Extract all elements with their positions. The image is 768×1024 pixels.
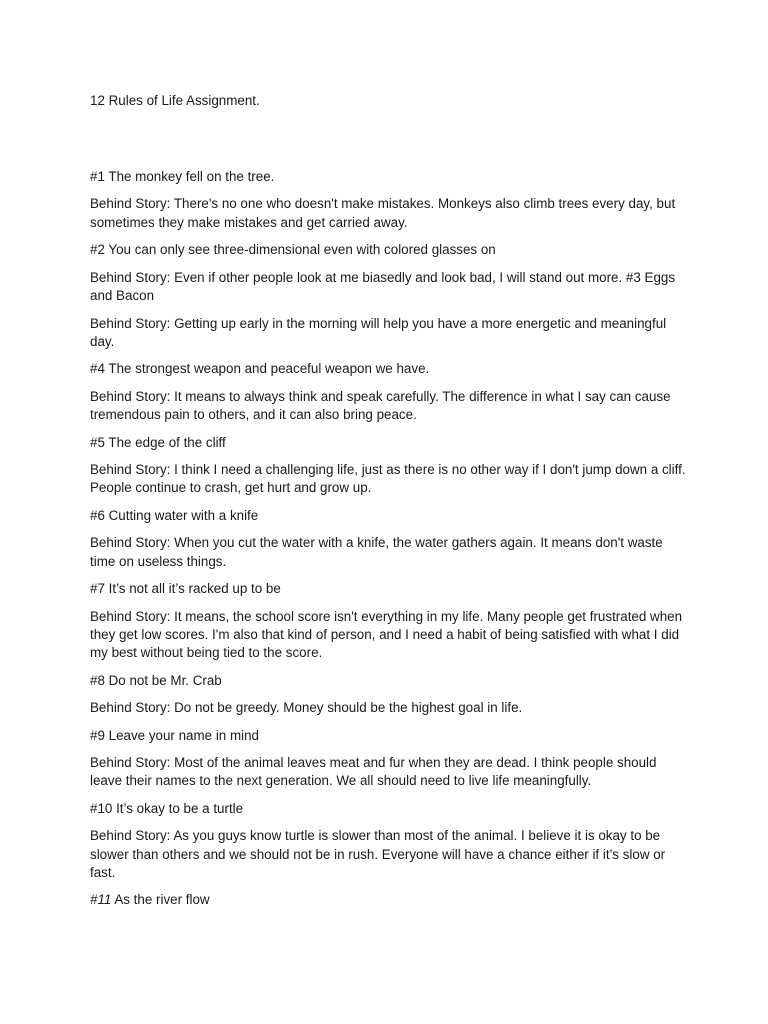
rule-heading-8 xyxy=(90,672,688,690)
rule-title: The edge of the cliff xyxy=(104,434,226,450)
rule-number: #4 xyxy=(90,361,105,377)
rule-number: #1 xyxy=(90,169,105,184)
rule-title: It’s not all it’s racked up to be xyxy=(104,581,281,597)
rule-story-6: Behind Story: When you cut the water with a knife, the water gathers again. It means don't waste time on useless things. xyxy=(90,535,663,569)
document-title: 12 Rules of Life Assignment. xyxy=(90,93,260,108)
rule-number: #6 xyxy=(90,507,105,523)
rule-heading-5 xyxy=(90,434,688,452)
rule-number: #8 xyxy=(90,672,105,688)
document-body xyxy=(90,168,688,919)
rule-number: #7 xyxy=(90,581,105,597)
rule-heading-9 xyxy=(90,727,688,745)
rule-number: #11 xyxy=(90,892,112,908)
rule-heading-2 xyxy=(90,241,688,259)
rule-title: Do not be Mr. Crab xyxy=(104,672,222,688)
rule-story-4: Behind Story: It means to always think and speak carefully. The difference in what I say can cause tremendous pain to others, and it can also bring peace. xyxy=(90,388,671,423)
rule-number: #9 xyxy=(90,727,105,743)
rule-number: #5 xyxy=(90,434,105,450)
rule-title: Cutting water with a knife xyxy=(104,507,259,523)
rule-number: #10 xyxy=(90,800,113,816)
rule-story-2: Behind Story: Even if other people look at me biasedly and look bad, I will stand out more. #3 Eggs and Bacon xyxy=(90,269,676,304)
rule-heading-11 xyxy=(90,891,688,909)
rule-number: #2 xyxy=(90,242,105,258)
rule-title: The monkey fell on the tree. xyxy=(104,169,275,184)
rule-story-7: Behind Story: It means, the school score isn't everything in my life. Many people get frustrated when they get low scores. I'm also that kind of person, and I need a habit of being satisfied with what I did my best without being tied to the score. xyxy=(90,608,683,661)
rule-heading-1 xyxy=(90,168,688,186)
rule-story-5: Behind Story: I think I need a challenging life, just as there is no other way if I don't jump down a cliff. People continue to crash, get hurt and grow up. xyxy=(90,462,686,496)
rule-title: As the river flow xyxy=(111,892,210,908)
rule-title: It’s okay to be a turtle xyxy=(112,800,244,816)
rule-story-10: Behind Story: As you guys know turtle is slower than most of the animal. I believe it is okay to be slower than others and we should not be in rush. Everyone will have a chance either if it’s slow or fast. xyxy=(90,828,666,880)
rule-story-3: Behind Story: Getting up early in the morning will help you have a more energetic and meaningful day. xyxy=(90,315,667,349)
rule-title: Leave your name in mind xyxy=(104,727,259,743)
rule-story-8: Behind Story: Do not be greedy. Money should be the highest goal in life. xyxy=(90,700,523,716)
rule-title: You can only see three-dimensional even with colored glasses on xyxy=(104,242,496,258)
rule-story-9: Behind Story: Most of the animal leaves meat and fur when they are dead. I think people should leave their names to the next generation. We all should need to live life meaningfully. xyxy=(90,755,657,789)
rule-title: The strongest weapon and peaceful weapon we have. xyxy=(104,361,430,377)
rule-heading-7 xyxy=(90,580,688,598)
rule-heading-6 xyxy=(90,507,688,525)
rule-heading-4 xyxy=(90,360,688,378)
rule-heading-10 xyxy=(90,800,688,818)
rule-story-1: Behind Story: There's no one who doesn't make mistakes. Monkeys also climb trees every day, but sometimes they make mistakes and get carried away. xyxy=(90,196,676,230)
